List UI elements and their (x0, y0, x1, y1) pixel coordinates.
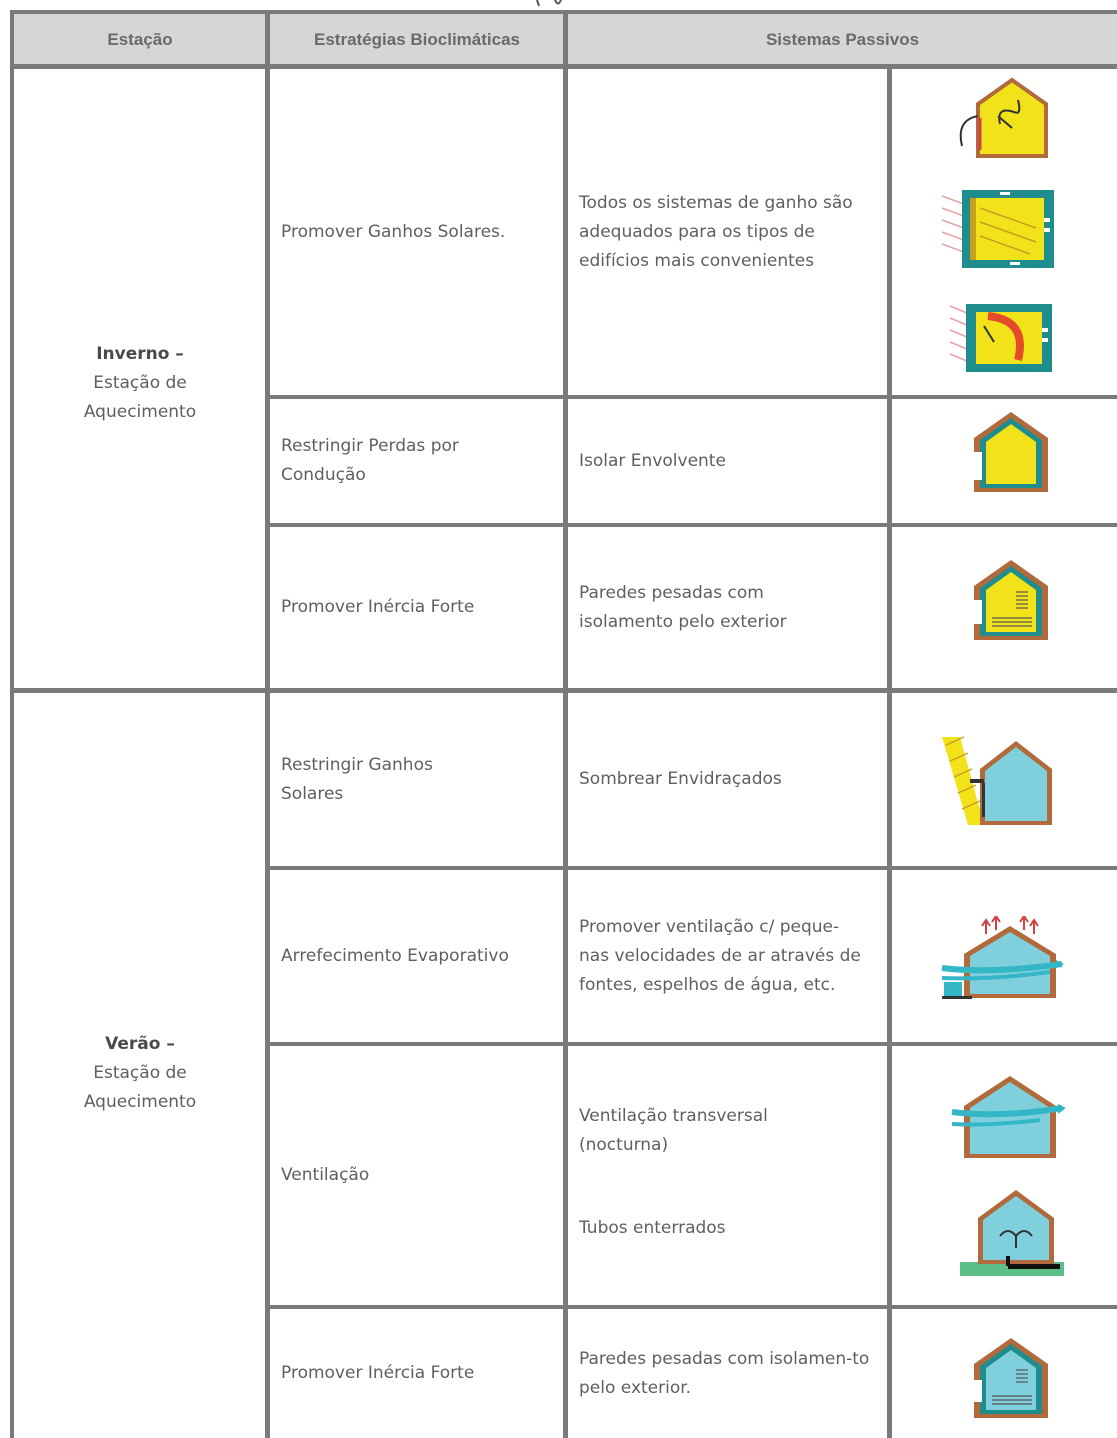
buried-tubes-icon (960, 1186, 1064, 1278)
system-text: Sombrear Envidraçados (579, 769, 782, 789)
strategy-text: Ventilação (281, 1165, 370, 1185)
system-text: Promover ventilação c/ peque-nas velocidades de ar através de fontes, espelhos de água, etc. (579, 916, 861, 995)
season-summer: Verão – Estação de Aquecimento (83, 1033, 197, 1112)
sunspace-icon (948, 302, 1054, 374)
divider-col-3 (887, 66, 892, 1438)
strategy-text: Restringir Perdas por Condução (281, 436, 459, 485)
shading-icon (940, 735, 1055, 827)
divider-col-2 (563, 10, 568, 1438)
cropped-title-mark (525, 0, 585, 8)
system-text: Paredes pesadas com isolamen-to pelo exterior. (579, 1348, 870, 1398)
header-strategies: Estratégias Bioclimáticas (270, 13, 564, 66)
system-text: Todos os sistemas de ganho são adequados para os tipos de edifícios mais convenientes (579, 192, 853, 271)
strategy-text: Promover Ganhos Solares. (281, 221, 506, 242)
header-season: Estação (14, 13, 266, 66)
border-left (10, 10, 14, 1438)
strategy-text: Restringir Ganhos Solares (281, 754, 433, 804)
cross-ventilation-icon (950, 1070, 1066, 1160)
heavy-walls-icon (970, 556, 1052, 642)
heavy-walls-summer-icon (970, 1334, 1052, 1420)
divider-season (10, 688, 1117, 693)
system-text: Paredes pesadas com isolamento pelo exterior (579, 582, 787, 632)
strategy-text: Promover Inércia Forte (281, 597, 475, 617)
insulated-envelope-icon (970, 408, 1052, 494)
header-systems: Sistemas Passivos (568, 13, 1117, 66)
house-direct-gain-icon (952, 76, 1052, 158)
season-winter: Inverno – Estação de Aquecimento (83, 343, 197, 422)
system-text: Ventilação transversal (nocturna) (579, 1106, 768, 1155)
system-text: Isolar Envolvente (579, 450, 726, 471)
trombe-wall-icon (940, 188, 1056, 270)
strategy-text: Arrefecimento Evaporativo (281, 945, 509, 966)
divider-col-1 (265, 10, 270, 1438)
system-text: Tubos enterrados (579, 1217, 726, 1238)
strategy-text: Promover Inércia Forte (281, 1363, 475, 1383)
evaporative-cooling-icon (940, 916, 1065, 1000)
